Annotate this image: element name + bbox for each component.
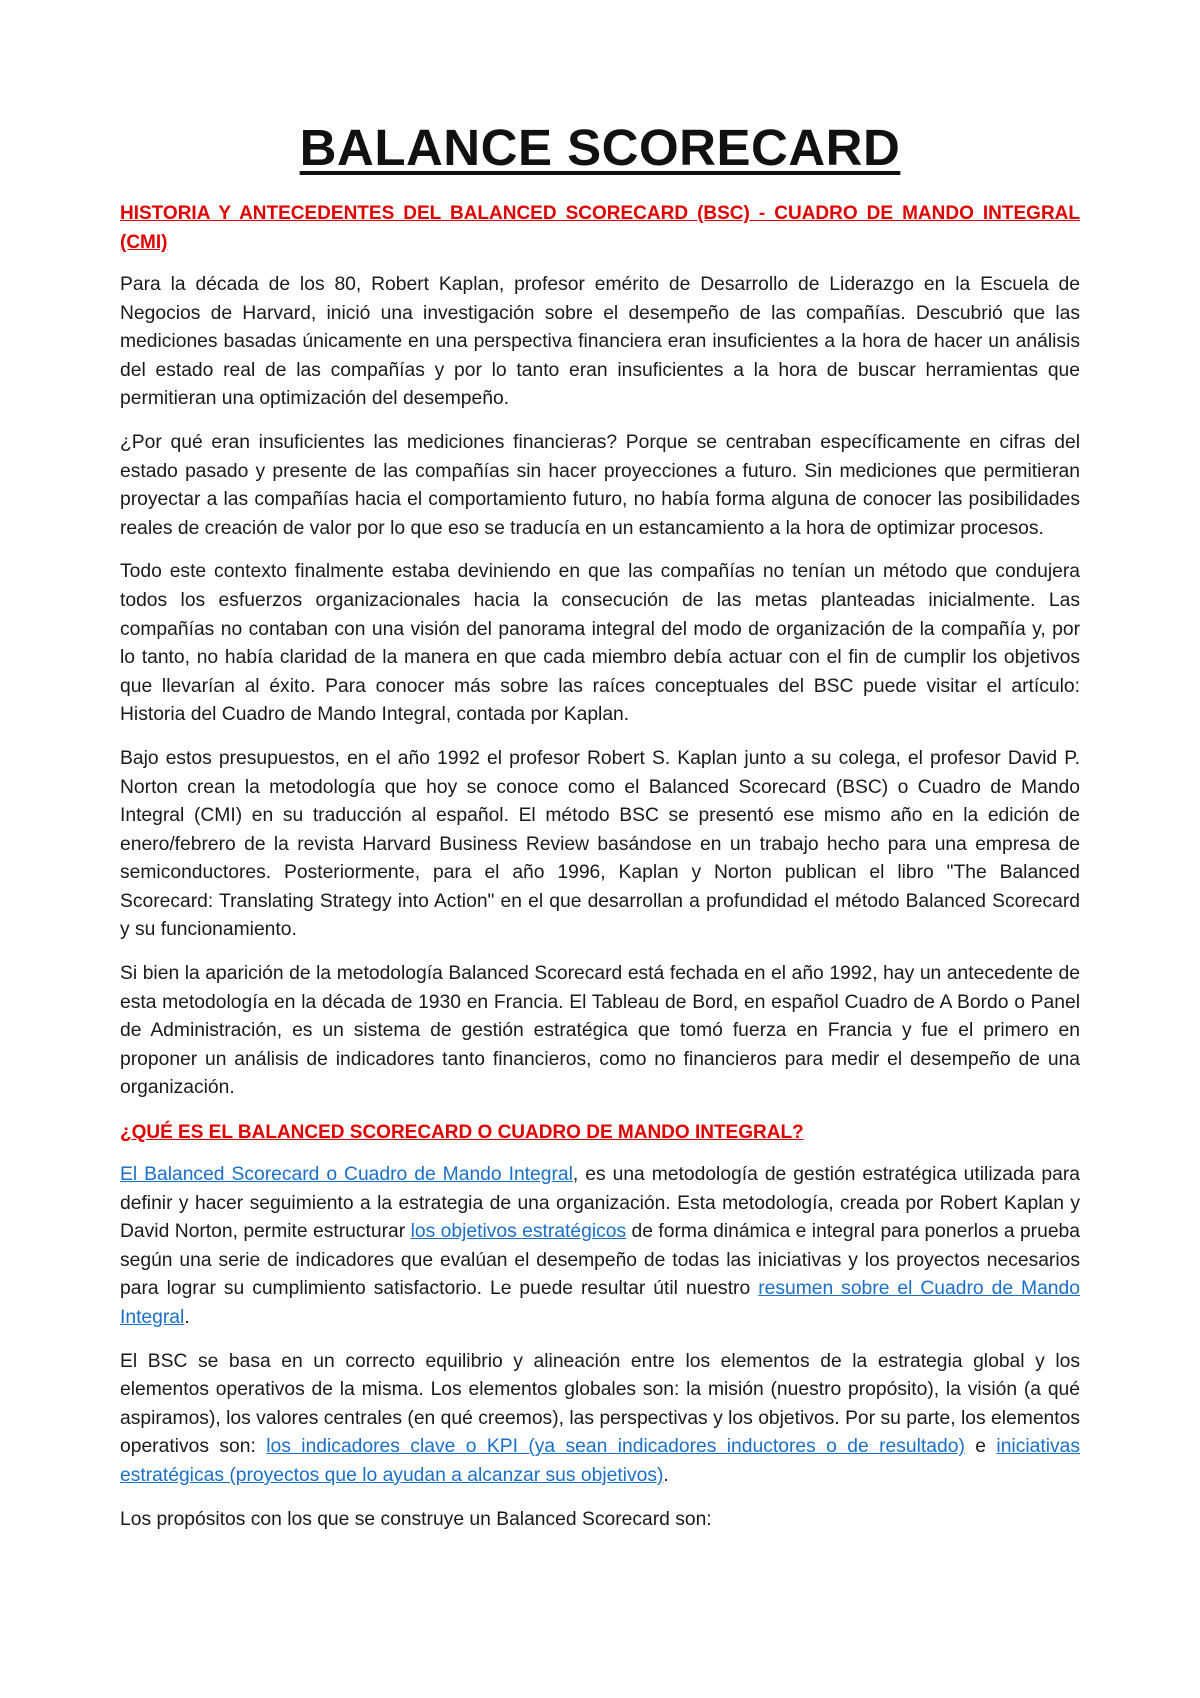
paragraph-history-2: ¿Por qué eran insuficientes las mediciones financieras? Porque se centraban específicamente en cifras del estado pasado y presente de las compañías sin hacer proyecciones a futuro. Sin mediciones que permitieran proyectar a las compañías hacia el comportamiento futuro, no había forma alguna de conocer las posibilidades reales de creación de valor por lo que eso se traducía en un estancamiento a la hora de optimizar procesos. [120, 431, 1080, 539]
paragraph-history-5: Si bien la aparición de la metodología Balanced Scorecard está fechada en el año 1992, hay un antecedente de esta metodología en la década de 1930 en Francia. El Tableau de Bord, en español Cuadro de A Bordo o Panel de Administración, es un sistema de gestión estratégica que tomó fuerza en Francia y fue el primero en proponer un análisis de indicadores tanto financieros, como no financieros para medir el desempeño de una organización. [120, 963, 1080, 1099]
paragraph-history-1: Para la década de los 80, Robert Kaplan, profesor emérito de Desarrollo de Liderazgo en la Escuela de Negocios de Harvard, inició una investigación sobre el desempeño de las compañías. Descubrió que las mediciones basadas únicamente en una perspectiva financiera eran insuficientes a la hora de hacer un análisis del estado real de las compañías y por lo tanto eran insuficientes a la hora de buscar herramientas que permitieran una optimización del desempeño. [120, 274, 1080, 410]
paragraph-what-is-1 [120, 1161, 1080, 1333]
paragraph-text: e [964, 1436, 997, 1458]
link-indicadores-kpi[interactable]: los indicadores clave o KPI (ya sean indicadores inductores o de resultado) [266, 1436, 965, 1458]
link-balanced-scorecard[interactable]: El Balanced Scorecard o Cuadro de Mando Integral [120, 1164, 573, 1186]
paragraph-text: El BSC se basa en un correcto equilibrio y alineación entre los elementos de la estrategia global y los elementos operativos de la misma. Los elementos globales son: la misión (nuestro propósito), la visión (a qué aspiramos), los valores centrales (en qué creemos), las perspectivas y los objetivos. Por su parte, los elementos operativos son: [120, 1350, 1080, 1458]
section-heading-history: HISTORIA Y ANTECEDENTES DEL BALANCED SCORECARD (BSC) - CUADRO DE MANDO INTEGRAL (CMI) [120, 203, 1080, 253]
link-objetivos-estrategicos[interactable]: los objetivos estratégicos [410, 1221, 627, 1243]
paragraph-text: de forma dinámica e integral para ponerlos a prueba según una serie de indicadores que evalúan el desempeño de todas las iniciativas y los proyectos necesarios para lograr su cumplimiento satisfactorio. Le puede resultar útil nuestro [120, 1221, 1080, 1300]
paragraph-history-4: Bajo estos presupuestos, en el año 1992 el profesor Robert S. Kaplan junto a su colega, el profesor David P. Norton crean la metodología que hoy se conoce como el Balanced Scorecard (BSC) o Cuadro de Mando Integral (CMI) en su traducción al español. El método BSC se presentó ese mismo año en la edición de enero/febrero de la revista Harvard Business Review basándose en un trabajo hecho para una empresa de semiconductores. Posteriormente, para el año 1996, Kaplan y Norton publican el libro "The Balanced Scorecard: Translating Strategy into Action" en el que desarrollan a profundidad el método Balanced Scorecard y su funcionamiento. [120, 747, 1080, 941]
paragraph-what-is-2 [120, 1348, 1080, 1491]
paragraph-text: , es una metodología de gestión estratégica utilizada para definir y hacer seguimiento a la estrategia de una organización. Esta metodología, creada por Robert Kaplan y David Norton, permite estructurar [120, 1164, 1080, 1243]
section-heading-what-is: ¿QUÉ ES EL BALANCED SCORECARD O CUADRO DE MANDO INTEGRAL? [120, 1122, 804, 1144]
paragraph-text: . [663, 1464, 669, 1486]
link-resumen-cmi[interactable]: resumen sobre el Cuadro de Mando Integral [120, 1278, 1080, 1328]
paragraph-history-3: Todo este contexto finalmente estaba deviniendo en que las compañías no tenían un método que condujera todos los esfuerzos organizacionales hacia la consecución de las metas planteadas inicialmente. Las compañías no contaban con una visión del panorama integral del modo de organización de la compañía y, por lo tanto, no había claridad de la manera en que cada miembro debía actuar con el fin de cumplir los objetivos que llevarían al éxito. Para conocer más sobre las raíces conceptuales del BSC puede visitar el artículo: Historia del Cuadro de Mando Integral, contada por Kaplan. [120, 561, 1080, 726]
document-title: BALANCE SCORECARD [299, 119, 901, 176]
paragraph-what-is-3: Los propósitos con los que se construye un Balanced Scorecard son: [120, 1508, 712, 1530]
paragraph-text: . [184, 1307, 190, 1328]
link-iniciativas-estrategicas[interactable]: iniciativas estratégicas (proyectos que lo ayudan a alcanzar sus objetivos) [120, 1436, 1081, 1486]
